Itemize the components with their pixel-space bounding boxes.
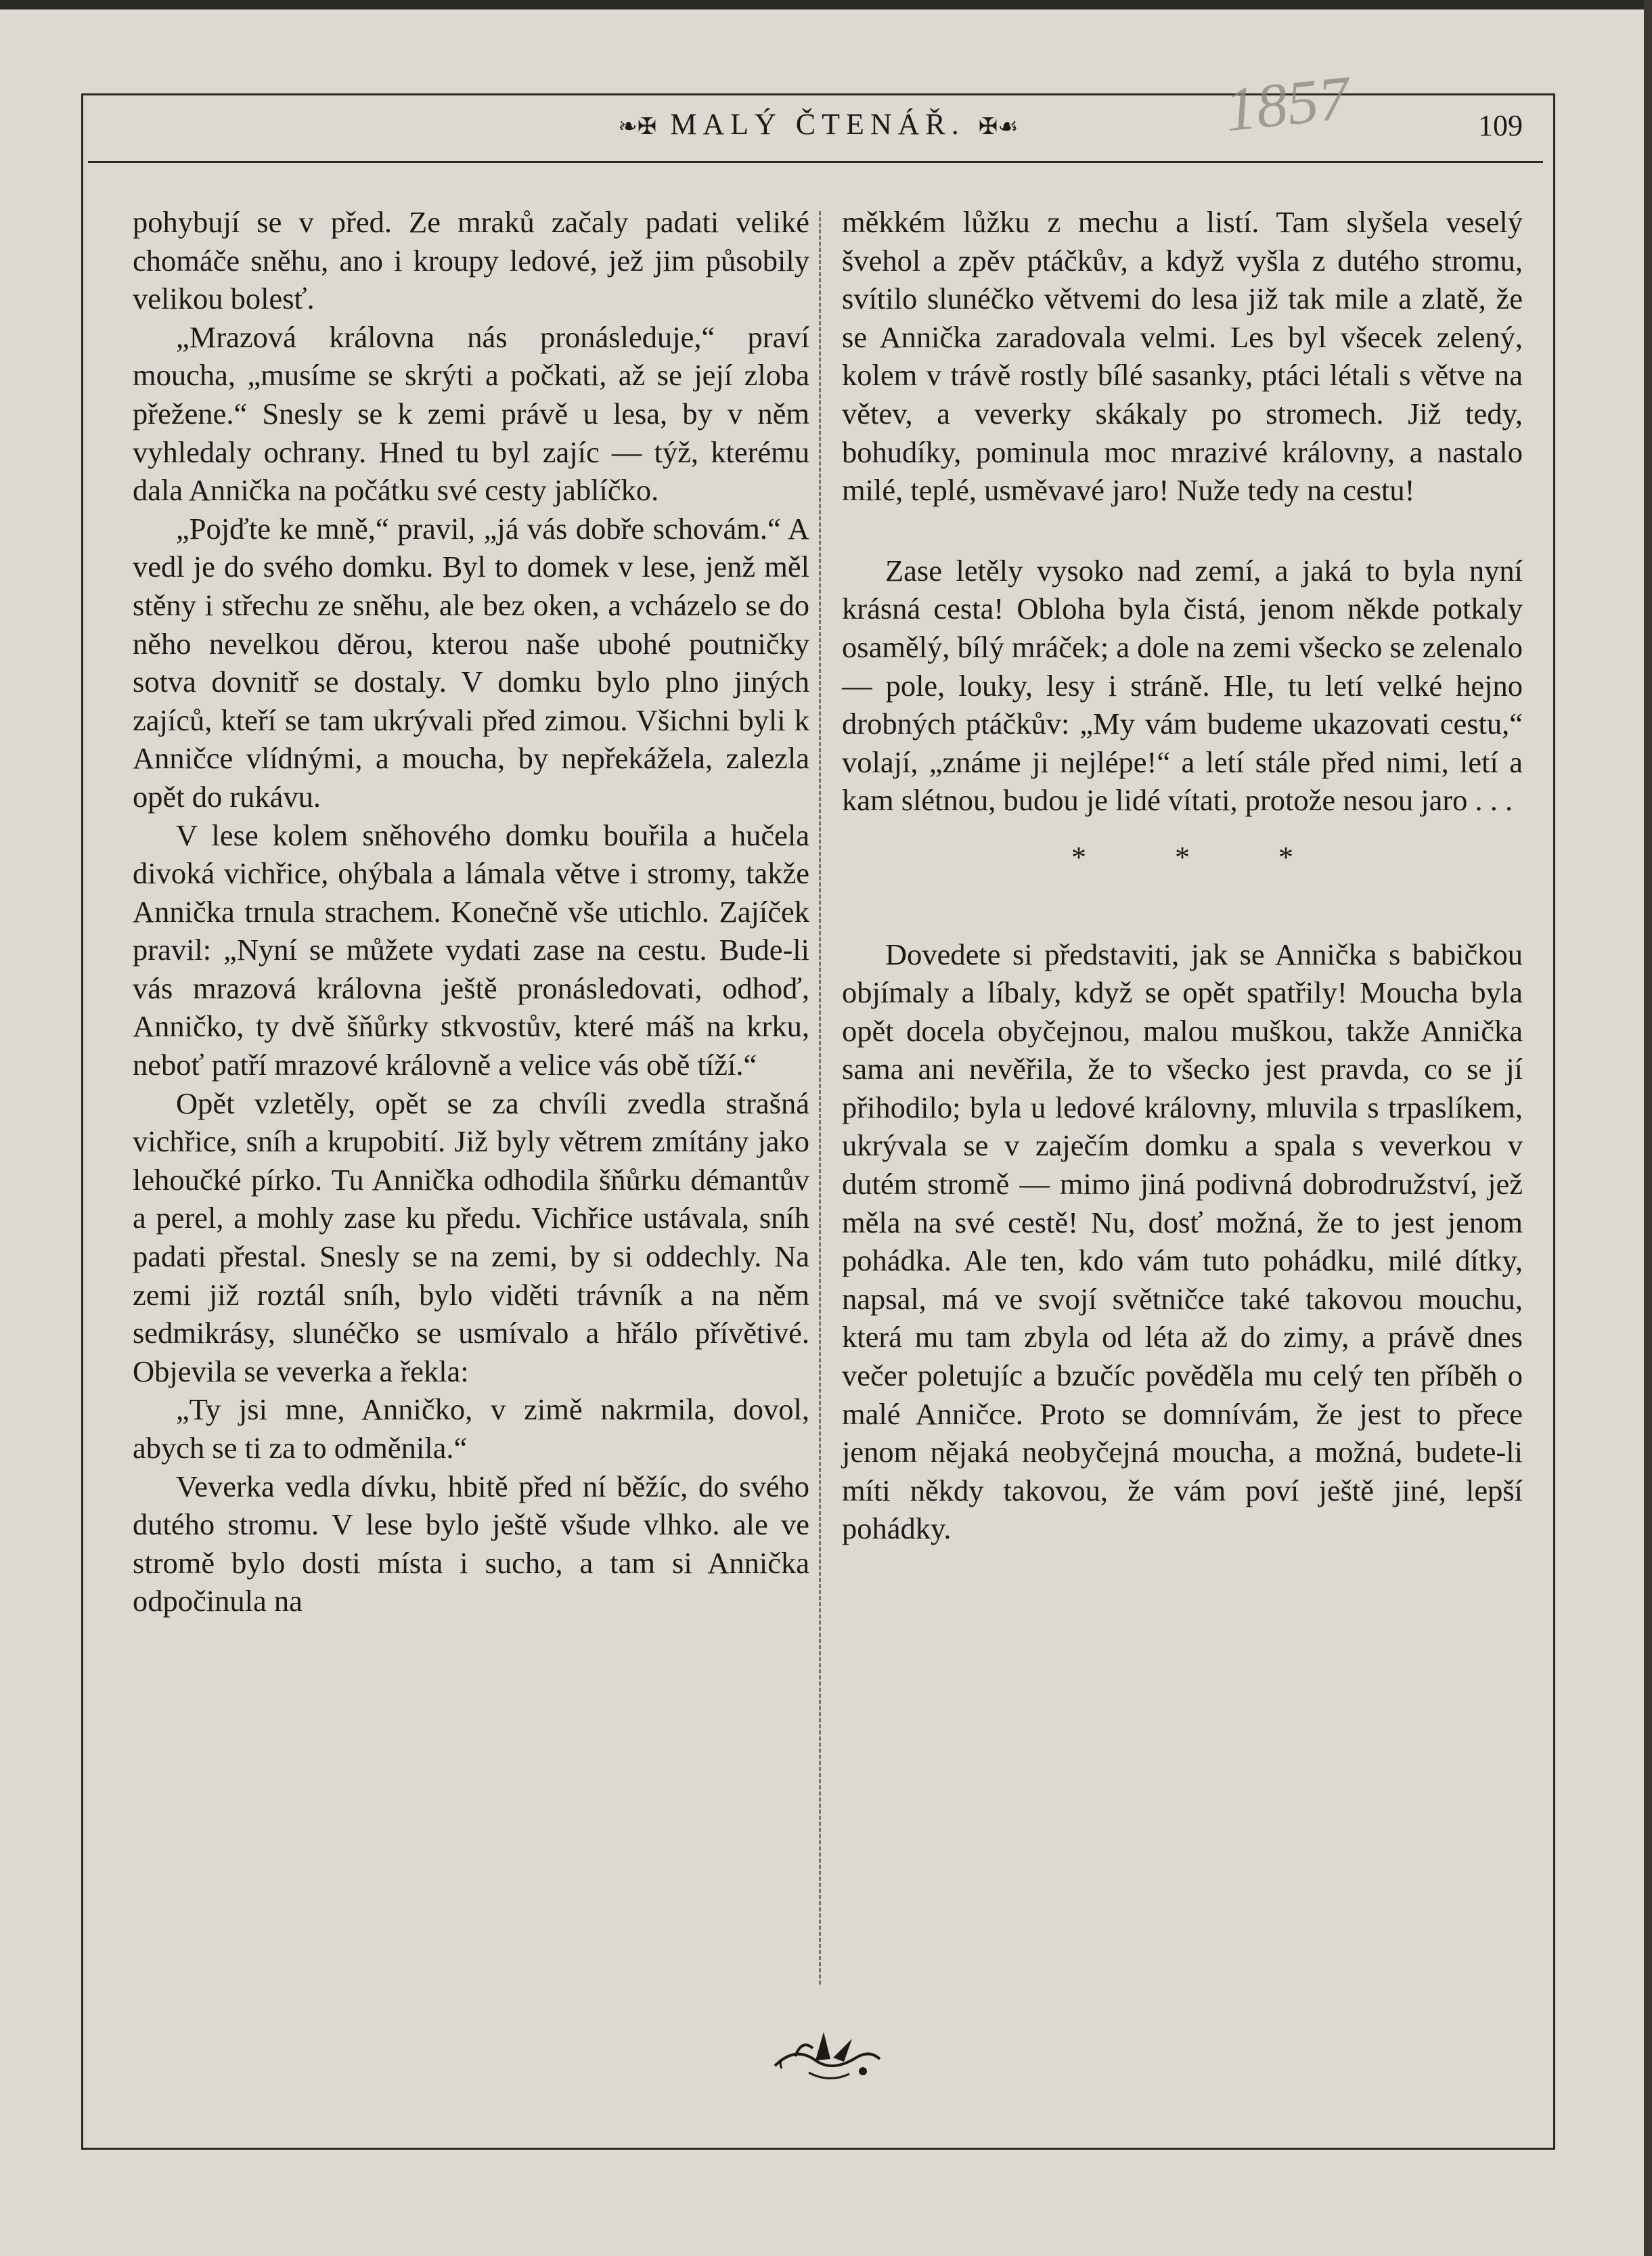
paragraph-gap [842,510,1523,552]
floral-vignette-icon [768,2018,883,2086]
page-top-edge [0,0,1652,9]
running-header [81,62,1555,162]
section-break: * * * [1071,840,1334,874]
journal-title: MALÝ ČTENÁŘ. [670,108,965,141]
paragraph: pohybují se v před. Ze mraků začaly padati veliké chomáče sněhu, ano i kroupy ledové, jež jim působily velikou bolesť. [133,205,809,316]
header-rule [88,161,1543,163]
ornament-right-icon: ✠☙ [978,114,1019,139]
paragraph: Zase letěly vysoko nad zemí, a jaká to byla nyní krásná cesta! Obloha byla čistá, jenom někde potkaly osamělý, bílý mráček; a dole na zemi všecko se zelenalo — pole, louky, lesy i stráně. Hle, tu letí velké hejno drobných ptáčkův: „My vám budeme ukazovati cestu,“ volají, „známe ji nejlépe!“ a letí stále před nimi, letí a kam slétnou, budou je lidé vítati, protože nesou jaro . . . [842,553,1523,818]
page-title [81,107,1555,141]
paragraph: „Pojďte ke mně,“ pravil, „já vás dobře schovám.“ A vedl je do svého domku. Byl to domek v lese, jenž měl stěny i střechu ze sněhu, ale bez oken, a vcházelo se do něho nevelkou dĕrou, kterou naše ubohé poutničky sotva dovnitř se dostaly. V domku bylo plno jiných zajíců, kteří se tam ukrývali před zimou. Všichni byli k Anničce vlídnými, a moucha, by nepřekážela, zalezla opět do rukávu. [133,511,809,814]
column-divider [819,211,821,1985]
paragraph: měkkém lůžku z mechu a listí. Tam slyšela veselý švehol a zpěv ptáčkův, a když vyšla z dutého stromu, svítilo slunéčko větvemi do lesa již tak mile a zlatě, že se Annička zaradovala velmi. Les byl všecek zelený, kolem v trávě rostly bílé sasanky, ptáci létali s větve na větev, a veverky skákaly po stromech. Již tedy, bohudíky, pominula moc mrazivé královny, a nastalo milé, teplé, usměvavé jaro! Nuže tedy na cestu! [842,205,1523,508]
paragraph: „Mrazová královna nás pronásleduje,“ praví moucha, „musíme se skrýti a počkati, až se její zloba přežene.“ Snesly se k zemi právě u lesa, by v něm vyhledaly ochrany. Hned tu byl zajíc — týž, kterému dala Annička na počátku své cesty jablíčko. [133,319,809,508]
ornament-left-icon: ❧✠ [618,114,657,139]
page-number: 109 [1478,109,1523,142]
paragraph: „Ty jsi mne, Anničko, v zimě nakrmila, dovol, abych se ti za to odměnila.“ [133,1392,809,1465]
handwritten-note: 1857 [1222,62,1353,145]
paragraph: Veverka vedla dívku, hbitě před ní běžíc, do svého dutého stromu. V lese bylo ještě všude vlhko. ale ve stromě bylo dosti místa i sucho, a tam si Annička odpočinula na [133,1469,809,1618]
left-column [133,203,809,1620]
paragraph: Dovedete si představiti, jak se Annička s babičkou objímaly a líbaly, když se opět spatřily! Moucha byla opět docela obyčejnou, malou muškou, takže Annička sama ani nevěřila, že to všecko jest pravda, co se jí přihodilo; byla u ledové královny, mluvila s trpaslíkem, ukrývala se v zaječím domku a spala s veverkou v dutém stromě — mimo jiná podivná dobrodružství, jež měla na své cestě! Nu, dosť možná, že to jest jenom pohádka. Ale ten, kdo vám tuto pohádku, milé dítky, napsal, má ve svojí světničce také takovou mouchu, která mu tam zbyla od léta až do zimy, a právě dnes večer poletujíc a bzučíc pověděla mu celý ten příběh o malé Anničce. Proto se domnívám, že jest to přece jenom nějaká neobyčejná moucha, a možná, budete-li míti někdy takovou, že vám poví ještě jiné, lepší pohádky. [842,937,1523,1546]
page-right-edge [1644,0,1652,2256]
right-column [842,203,1523,1548]
paragraph: Opět vzletěly, opět se za chvíli zvedla strašná vichřice, sníh a krupobití. Již byly větrem zmítány jako lehoučké pírko. Tu Annička odhodila šňůrku démantův a perel, a mohly zase ku předu. Vichřice ustávala, sníh padati přestal. Snesly se na zemi, by si oddechly. Na zemi již roztál sníh, bylo viděti trávník a na něm sedmikrásy, slunéčko se usmívalo a hřálo přívětivé. Objevila se veverka a řekla: [133,1086,809,1388]
paragraph: V lese kolem sněhového domku bouřila a hučela divoká vichřice, ohýbala a lámala větve i stromy, takže Annička trnula strachem. Konečně vše utichlo. Zajíček pravil: „Nyní se můžete vydati zase na cestu. Bude-li vás mrazová královna ještě pronásledovati, odhoď, Anničko, ty dvě šňůrky stkvostův, které máš na krku, neboť patří mrazové královně a velice vás obě tíží.“ [133,818,809,1082]
